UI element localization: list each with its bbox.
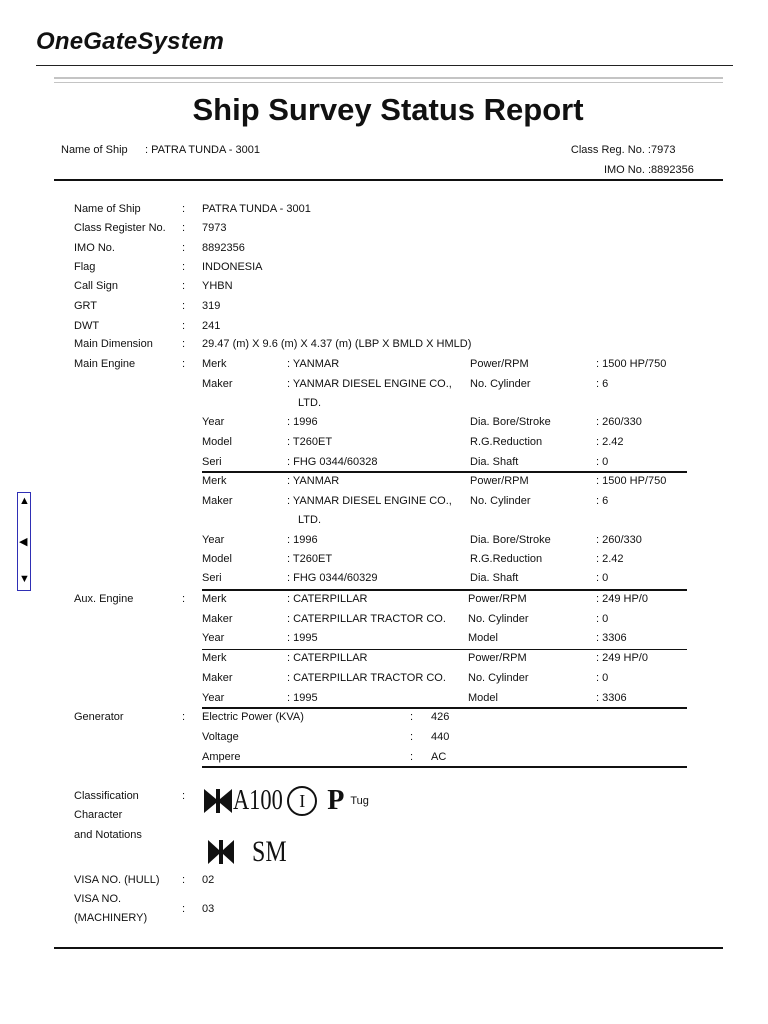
maltese-cross-icon — [206, 837, 236, 867]
header-imo-label: IMO No. : — [603, 164, 651, 176]
colon: : — [182, 261, 186, 273]
aux-engine-2-merk-label: Merk — [202, 652, 227, 664]
main-engine-1-cyl: : 6 — [596, 378, 609, 390]
main-engine-2-cyl: : 6 — [596, 495, 609, 507]
aux-engine-1-model: : 3306 — [596, 632, 627, 644]
main-engine-2-maker-label: Maker — [202, 495, 233, 507]
generator-power-label: Electric Power (KVA) — [202, 711, 304, 723]
colon: : — [182, 203, 186, 215]
class-notation-p: P — [327, 785, 345, 816]
field-value-flag: INDONESIA — [202, 261, 263, 273]
field-value-name: PATRA TUNDA - 3001 — [202, 203, 311, 215]
aux-engine-2-year-label: Year — [202, 692, 225, 704]
main-engine-bottom-divider — [202, 589, 687, 591]
aux-engine-1-cyl-label: No. Cylinder — [468, 613, 529, 625]
colon: : — [182, 593, 186, 605]
main-engine-2-seri: : FHG 0344/60329 — [287, 572, 378, 584]
aux-engine-bottom-divider — [202, 707, 687, 709]
aux-engine-1-model-label: Model — [468, 632, 498, 644]
aux-engine-1-year-label: Year — [202, 632, 225, 644]
main-engine-1-year: : 1996 — [287, 416, 318, 428]
field-label-grt: GRT — [74, 300, 98, 312]
header-class-reg-label: Class Reg. No. : — [570, 144, 651, 156]
main-engine-1-power-label: Power/RPM — [470, 358, 529, 370]
main-engine-2-merk: : YANMAR — [287, 475, 340, 487]
main-engine-1-maker-label: Maker — [202, 378, 233, 390]
generator-voltage-label: Voltage — [202, 731, 239, 743]
header-ship-name-value: : PATRA TUNDA - 3001 — [145, 144, 260, 156]
main-engine-2-year: : 1996 — [287, 534, 318, 546]
field-label-aux-engine: Aux. Engine — [74, 593, 134, 605]
aux-engine-2-model-label: Model — [468, 692, 498, 704]
main-engine-2-seri-label: Seri — [202, 572, 222, 584]
aux-engine-2-year: : 1995 — [287, 692, 318, 704]
generator-power: 426 — [431, 711, 450, 723]
aux-engine-1-power-label: Power/RPM — [468, 593, 527, 605]
main-engine-1-bore-label: Dia. Bore/Stroke — [470, 416, 551, 428]
field-label-classification: Classification — [74, 790, 139, 802]
class-notation-line-2 — [206, 835, 369, 869]
colon: : — [410, 751, 414, 763]
aux-engine-1-maker-label: Maker — [202, 613, 233, 625]
main-engine-2-maker: : YANMAR DIESEL ENGINE CO., — [287, 495, 452, 507]
main-engine-2-bore-label: Dia. Bore/Stroke — [470, 534, 551, 546]
main-engine-2-power: : 1500 HP/750 — [596, 475, 667, 487]
main-engine-2-cyl-label: No. Cylinder — [470, 495, 531, 507]
main-engine-1-merk-label: Merk — [202, 358, 227, 370]
aux-engine-2-maker: : CATERPILLAR TRACTOR CO. — [287, 672, 446, 684]
class-notation — [202, 785, 369, 869]
header-ship-name-label: Name of Ship — [61, 144, 128, 156]
colon: : — [182, 280, 186, 292]
field-label-call-sign: Call Sign — [74, 280, 119, 292]
main-engine-1-model: : T260ET — [287, 436, 333, 448]
header-bottom-divider — [54, 179, 723, 181]
field-value-visa-machinery: 03 — [202, 903, 215, 915]
field-label-notations: and Notations — [74, 829, 142, 841]
main-engine-2-shaft-label: Dia. Shaft — [470, 572, 519, 584]
main-engine-2-bore: : 260/330 — [596, 534, 642, 546]
field-value-grt: 319 — [202, 300, 221, 312]
field-label-flag: Flag — [74, 261, 96, 273]
field-value-imo: 8892356 — [202, 242, 245, 254]
generator-bottom-divider — [202, 766, 687, 768]
field-label-generator: Generator — [74, 711, 124, 723]
field-value-class-register: 7973 — [202, 222, 227, 234]
maltese-cross-icon — [202, 786, 234, 816]
header-registry — [480, 144, 696, 184]
report-bottom-divider — [54, 947, 723, 949]
field-label-main-dimension: Main Dimension — [74, 338, 153, 350]
previous-page-button[interactable]: ◀ — [19, 536, 28, 548]
brand-logo: OneGateSystem — [36, 28, 225, 55]
colon: : — [410, 731, 414, 743]
colon: : — [410, 711, 414, 723]
main-engine-2-shaft: : 0 — [596, 572, 609, 584]
aux-engine-2-merk: : CATERPILLAR — [287, 652, 368, 664]
main-engine-divider — [202, 471, 687, 473]
field-value-dwt: 241 — [202, 320, 221, 332]
field-label-dwt: DWT — [74, 320, 100, 332]
field-label-character: Character — [74, 809, 123, 821]
colon: : — [182, 790, 186, 802]
aux-engine-1-cyl: : 0 — [596, 613, 609, 625]
colon: : — [182, 903, 186, 915]
scroll-up-button[interactable]: ▲ — [19, 495, 30, 507]
aux-engine-1-maker: : CATERPILLAR TRACTOR CO. — [287, 613, 446, 625]
aux-engine-1-year: : 1995 — [287, 632, 318, 644]
aux-engine-2-power-label: Power/RPM — [468, 652, 527, 664]
class-notation-sm: SM — [252, 835, 287, 868]
field-label-visa-hull: VISA NO. (HULL) — [74, 874, 160, 886]
aux-engine-2-power: : 249 HP/0 — [596, 652, 648, 664]
class-notation-line-1 — [202, 785, 369, 817]
main-engine-1-shaft-label: Dia. Shaft — [470, 456, 519, 468]
generator-voltage: 440 — [431, 731, 450, 743]
field-label-name: Name of Ship — [74, 203, 141, 215]
main-engine-1-maker-cont: LTD. — [298, 397, 322, 409]
colon: : — [182, 874, 186, 886]
main-engine-2-power-label: Power/RPM — [470, 475, 529, 487]
header-divider — [36, 65, 733, 66]
main-engine-2-merk-label: Merk — [202, 475, 227, 487]
field-label-visa-machinery-cont: (MACHINERY) — [74, 912, 148, 924]
main-engine-1-rg-label: R.G.Reduction — [470, 436, 543, 448]
colon: : — [182, 338, 186, 350]
generator-ampere: AC — [431, 751, 447, 763]
main-engine-1-cyl-label: No. Cylinder — [470, 378, 531, 390]
main-engine-1-seri: : FHG 0344/60328 — [287, 456, 378, 468]
scroll-down-button[interactable]: ▼ — [19, 573, 30, 585]
generator-ampere-label: Ampere — [202, 751, 241, 763]
main-engine-2-model: : T260ET — [287, 553, 333, 565]
main-engine-1-bore: : 260/330 — [596, 416, 642, 428]
colon: : — [182, 300, 186, 312]
main-engine-2-rg-label: R.G.Reduction — [470, 553, 543, 565]
page-navigator — [17, 492, 31, 591]
main-engine-2-maker-cont: LTD. — [298, 514, 322, 526]
colon: : — [182, 711, 186, 723]
header-class-reg-value: 7973 — [651, 144, 676, 156]
main-engine-2-rg: : 2.42 — [596, 553, 624, 565]
aux-engine-2-maker-label: Maker — [202, 672, 233, 684]
main-engine-2-model-label: Model — [202, 553, 232, 565]
aux-engine-1-power: : 249 HP/0 — [596, 593, 648, 605]
aux-engine-2-cyl: : 0 — [596, 672, 609, 684]
field-label-visa-machinery: VISA NO. — [74, 893, 122, 905]
main-engine-1-rg: : 2.42 — [596, 436, 624, 448]
main-engine-1-power: : 1500 HP/750 — [596, 358, 667, 370]
main-engine-1-seri-label: Seri — [202, 456, 222, 468]
main-engine-1-merk: : YANMAR — [287, 358, 340, 370]
field-value-main-dimension: 29.47 (m) X 9.6 (m) X 4.37 (m) (LBP X BMLD X HMLD) — [202, 338, 472, 350]
field-label-main-engine: Main Engine — [74, 358, 136, 370]
colon: : — [182, 358, 186, 370]
field-value-visa-hull: 02 — [202, 874, 215, 886]
aux-engine-1-merk-label: Merk — [202, 593, 227, 605]
main-engine-1-model-label: Model — [202, 436, 232, 448]
report-title: Ship Survey Status Report — [192, 92, 584, 127]
circle-i-icon: I — [287, 786, 317, 816]
colon: : — [182, 320, 186, 332]
aux-engine-divider — [202, 649, 687, 650]
main-engine-1-year-label: Year — [202, 416, 225, 428]
class-notation-a100: A100 — [233, 785, 283, 816]
header-imo-value: 8892356 — [651, 164, 694, 176]
field-label-imo: IMO No. — [74, 242, 115, 254]
aux-engine-2-cyl-label: No. Cylinder — [468, 672, 529, 684]
colon: : — [182, 242, 186, 254]
main-engine-1-shaft: : 0 — [596, 456, 609, 468]
header-ship-name — [61, 144, 260, 156]
aux-engine-1-merk: : CATERPILLAR — [287, 593, 368, 605]
report-top-divider — [54, 77, 723, 83]
field-label-class-register: Class Register No. — [74, 222, 166, 234]
colon: : — [182, 222, 186, 234]
aux-engine-2-model: : 3306 — [596, 692, 627, 704]
main-engine-2-year-label: Year — [202, 534, 225, 546]
main-engine-1-maker: : YANMAR DIESEL ENGINE CO., — [287, 378, 452, 390]
field-value-call-sign: YHBN — [202, 280, 233, 292]
class-notation-tug: Tug — [350, 795, 369, 807]
